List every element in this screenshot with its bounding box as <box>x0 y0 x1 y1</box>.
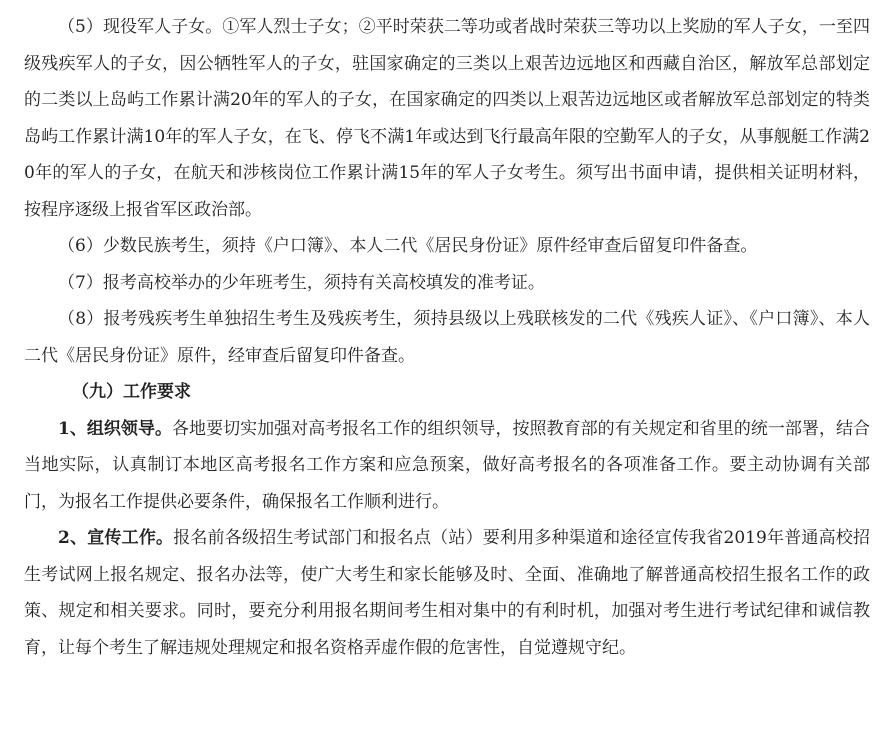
paragraph-item-5: （5）现役军人子女。①军人烈士子女；②平时荣获二等功或者战时荣获三等功以上奖励的军人子女，一至四级残疾军人的子女，因公牺牲军人的子女，驻国家确定的三类以上艰苦边远地区和西藏自治区，解放军总部划定的二类以上岛屿工作累计满20年的军人的子女，在国家确定的四类以上艰苦边远地区或者解放军总部划定的特类岛屿工作累计满10年的军人子女，在飞、停飞不满1年或达到飞行最高年限的空勤军人的子女，从事舰艇工作满20年的军人的子女，在航天和涉核岗位工作累计满15年的军人子女考生。须写出书面申请，提供相关证明材料，按程序逐级上报省军区政治部。 <box>24 17 870 220</box>
requirement-2-body: 报名前各级招生考试部门和报名点（站）要利用多种渠道和途径宣传我省2019年普通高校招生考试网上报名规定、报名办法等，使广大考生和家长能够及时、全面、准确地了解普通高校招生报名工作的政策、规定和相关要求。同时，要充分利用报名期间考生相对集中的有利时机，加强对考生进行考试纪律和诚信教育，让每个考生了解违规处理规定和报名资格弄虚作假的危害性，自觉遵规守纪。 <box>24 528 870 658</box>
paragraph-requirement-2 <box>24 520 870 666</box>
document-body <box>24 9 870 666</box>
paragraph-item-7: （7）报考高校举办的少年班考生，须持有关高校填发的准考证。 <box>58 272 545 293</box>
paragraph-requirement-1 <box>24 411 870 521</box>
requirement-1-body: 各地要切实加强对高考报名工作的组织领导，按照教育部的有关规定和省里的统一部署，结合当地实际，认真制订本地区高考报名工作方案和应急预案，做好高考报名的各项准备工作。要主动协调有关部门，为报名工作提供必要条件，确保报名工作顺利进行。 <box>24 418 870 512</box>
requirement-1-title: 1、组织领导。 <box>58 418 173 439</box>
paragraph-item-8: （8）报考残疾考生单独招生考生及残疾考生，须持县级以上残联核发的二代《残疾人证》、《户口簿》、本人二代《居民身份证》原件，经审查后留复印件备查。 <box>24 309 870 366</box>
requirement-2-title: 2、宣传工作。 <box>58 528 174 548</box>
section-heading-work-requirements: （九）工作要求 <box>72 382 191 402</box>
paragraph-item-6: （6）少数民族考生，须持《户口簿》、本人二代《居民身份证》原件经审查后留复印件备查。 <box>58 236 758 256</box>
